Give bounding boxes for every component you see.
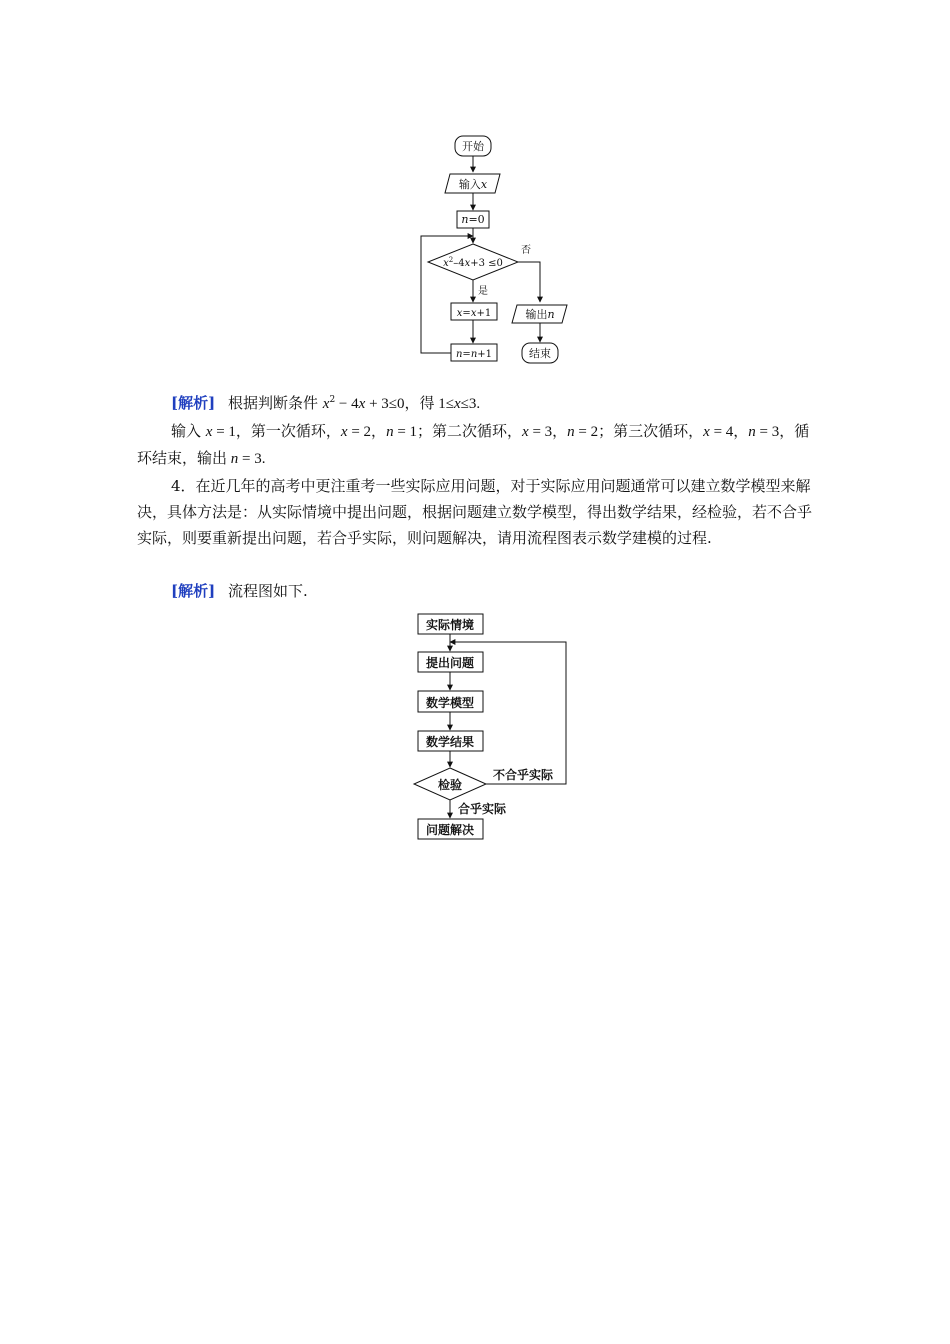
analysis-tag-2: [解析] bbox=[171, 582, 216, 600]
label-math-result: 数学结果 bbox=[425, 735, 475, 749]
analysis-2: [解析] 流程图如下. bbox=[171, 582, 308, 600]
analysis-1-line-1: [解析] 根据判断条件 $x^2 - 4x + 3\le 0$，得 1≤x≤3. bbox=[171, 394, 481, 412]
condition-label: $x^2-4x+3 \le 0$ bbox=[443, 256, 503, 269]
yes-label: 是 bbox=[478, 286, 488, 297]
flowchart-modeling bbox=[0, 600, 950, 850]
analysis-1-line-2: 输入 x = 1，第一次循环，x = 2，n = 1；第二次循环，x = 3，n = 2；第三次循环，x = 4，n = 3，循环结束，输出 n = 3. bbox=[137, 422, 810, 467]
flowchart-loop bbox=[0, 0, 950, 380]
label-problem-solved: 问题解决 bbox=[425, 823, 475, 837]
label-real-situation: 实际情境 bbox=[425, 618, 475, 632]
input-label: 输入x bbox=[458, 178, 488, 191]
step-x-label: x=x+1 bbox=[456, 308, 492, 319]
label-not-realistic: 不合乎实际 bbox=[493, 768, 554, 782]
end-label: 结束 bbox=[529, 347, 551, 360]
label-math-model: 数学模型 bbox=[425, 696, 475, 710]
no-label: 否 bbox=[521, 245, 531, 256]
label-realistic: 合乎实际 bbox=[458, 802, 507, 816]
analysis-tag: [解析] bbox=[171, 394, 216, 412]
output-label: 输出n bbox=[525, 308, 555, 321]
step-n-label: n=n+1 bbox=[455, 349, 493, 360]
question-4: 4．在近几年的高考中更注重考一些实际应用问题，对于实际应用问题通常可以建立数学模型来解决，具体方法是：从实际情境中提出问题，根据问题建立数学模型，得出数学结果，经检验，若不合乎实际，则要重新提出问题，若合乎实际，则问题解决，请用流程图表示数学建模的过程. bbox=[137, 477, 813, 547]
init-label: n=0 bbox=[461, 213, 485, 226]
label-pose-problem: 提出问题 bbox=[425, 656, 475, 670]
start-label: 开始 bbox=[462, 140, 484, 153]
label-check: 检验 bbox=[437, 778, 463, 792]
